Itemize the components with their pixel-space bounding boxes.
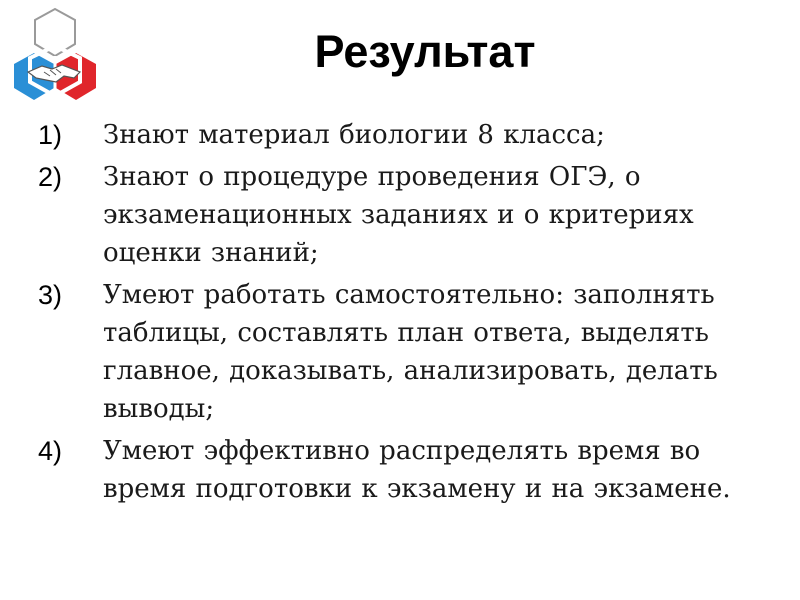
list-item bbox=[0, 276, 800, 428]
slide-title: Результат bbox=[314, 26, 536, 77]
list-item bbox=[0, 432, 800, 508]
list-item bbox=[0, 158, 800, 272]
list-item-number: 1) bbox=[38, 120, 63, 150]
list-item-text: Умеют эффективно распределять время во время подготовки к экзамену и на экзамене. bbox=[103, 436, 731, 504]
list-item-number: 2) bbox=[38, 162, 63, 192]
list-item-number: 4) bbox=[38, 436, 63, 466]
list-item-text: Умеют работать самостоятельно: заполнять таблицы, составлять план ответа, выделять главное, доказывать, анализировать, делать выводы; bbox=[103, 280, 718, 424]
list-item bbox=[0, 116, 800, 154]
list-item-number: 3) bbox=[38, 280, 63, 310]
results-list bbox=[0, 116, 800, 512]
list-item-text: Знают о процедуре проведения ОГЭ, о экзаменационных заданиях и о критериях оценки знаний; bbox=[103, 162, 694, 268]
list-item-text: Знают материал биологии 8 класса; bbox=[103, 120, 605, 150]
